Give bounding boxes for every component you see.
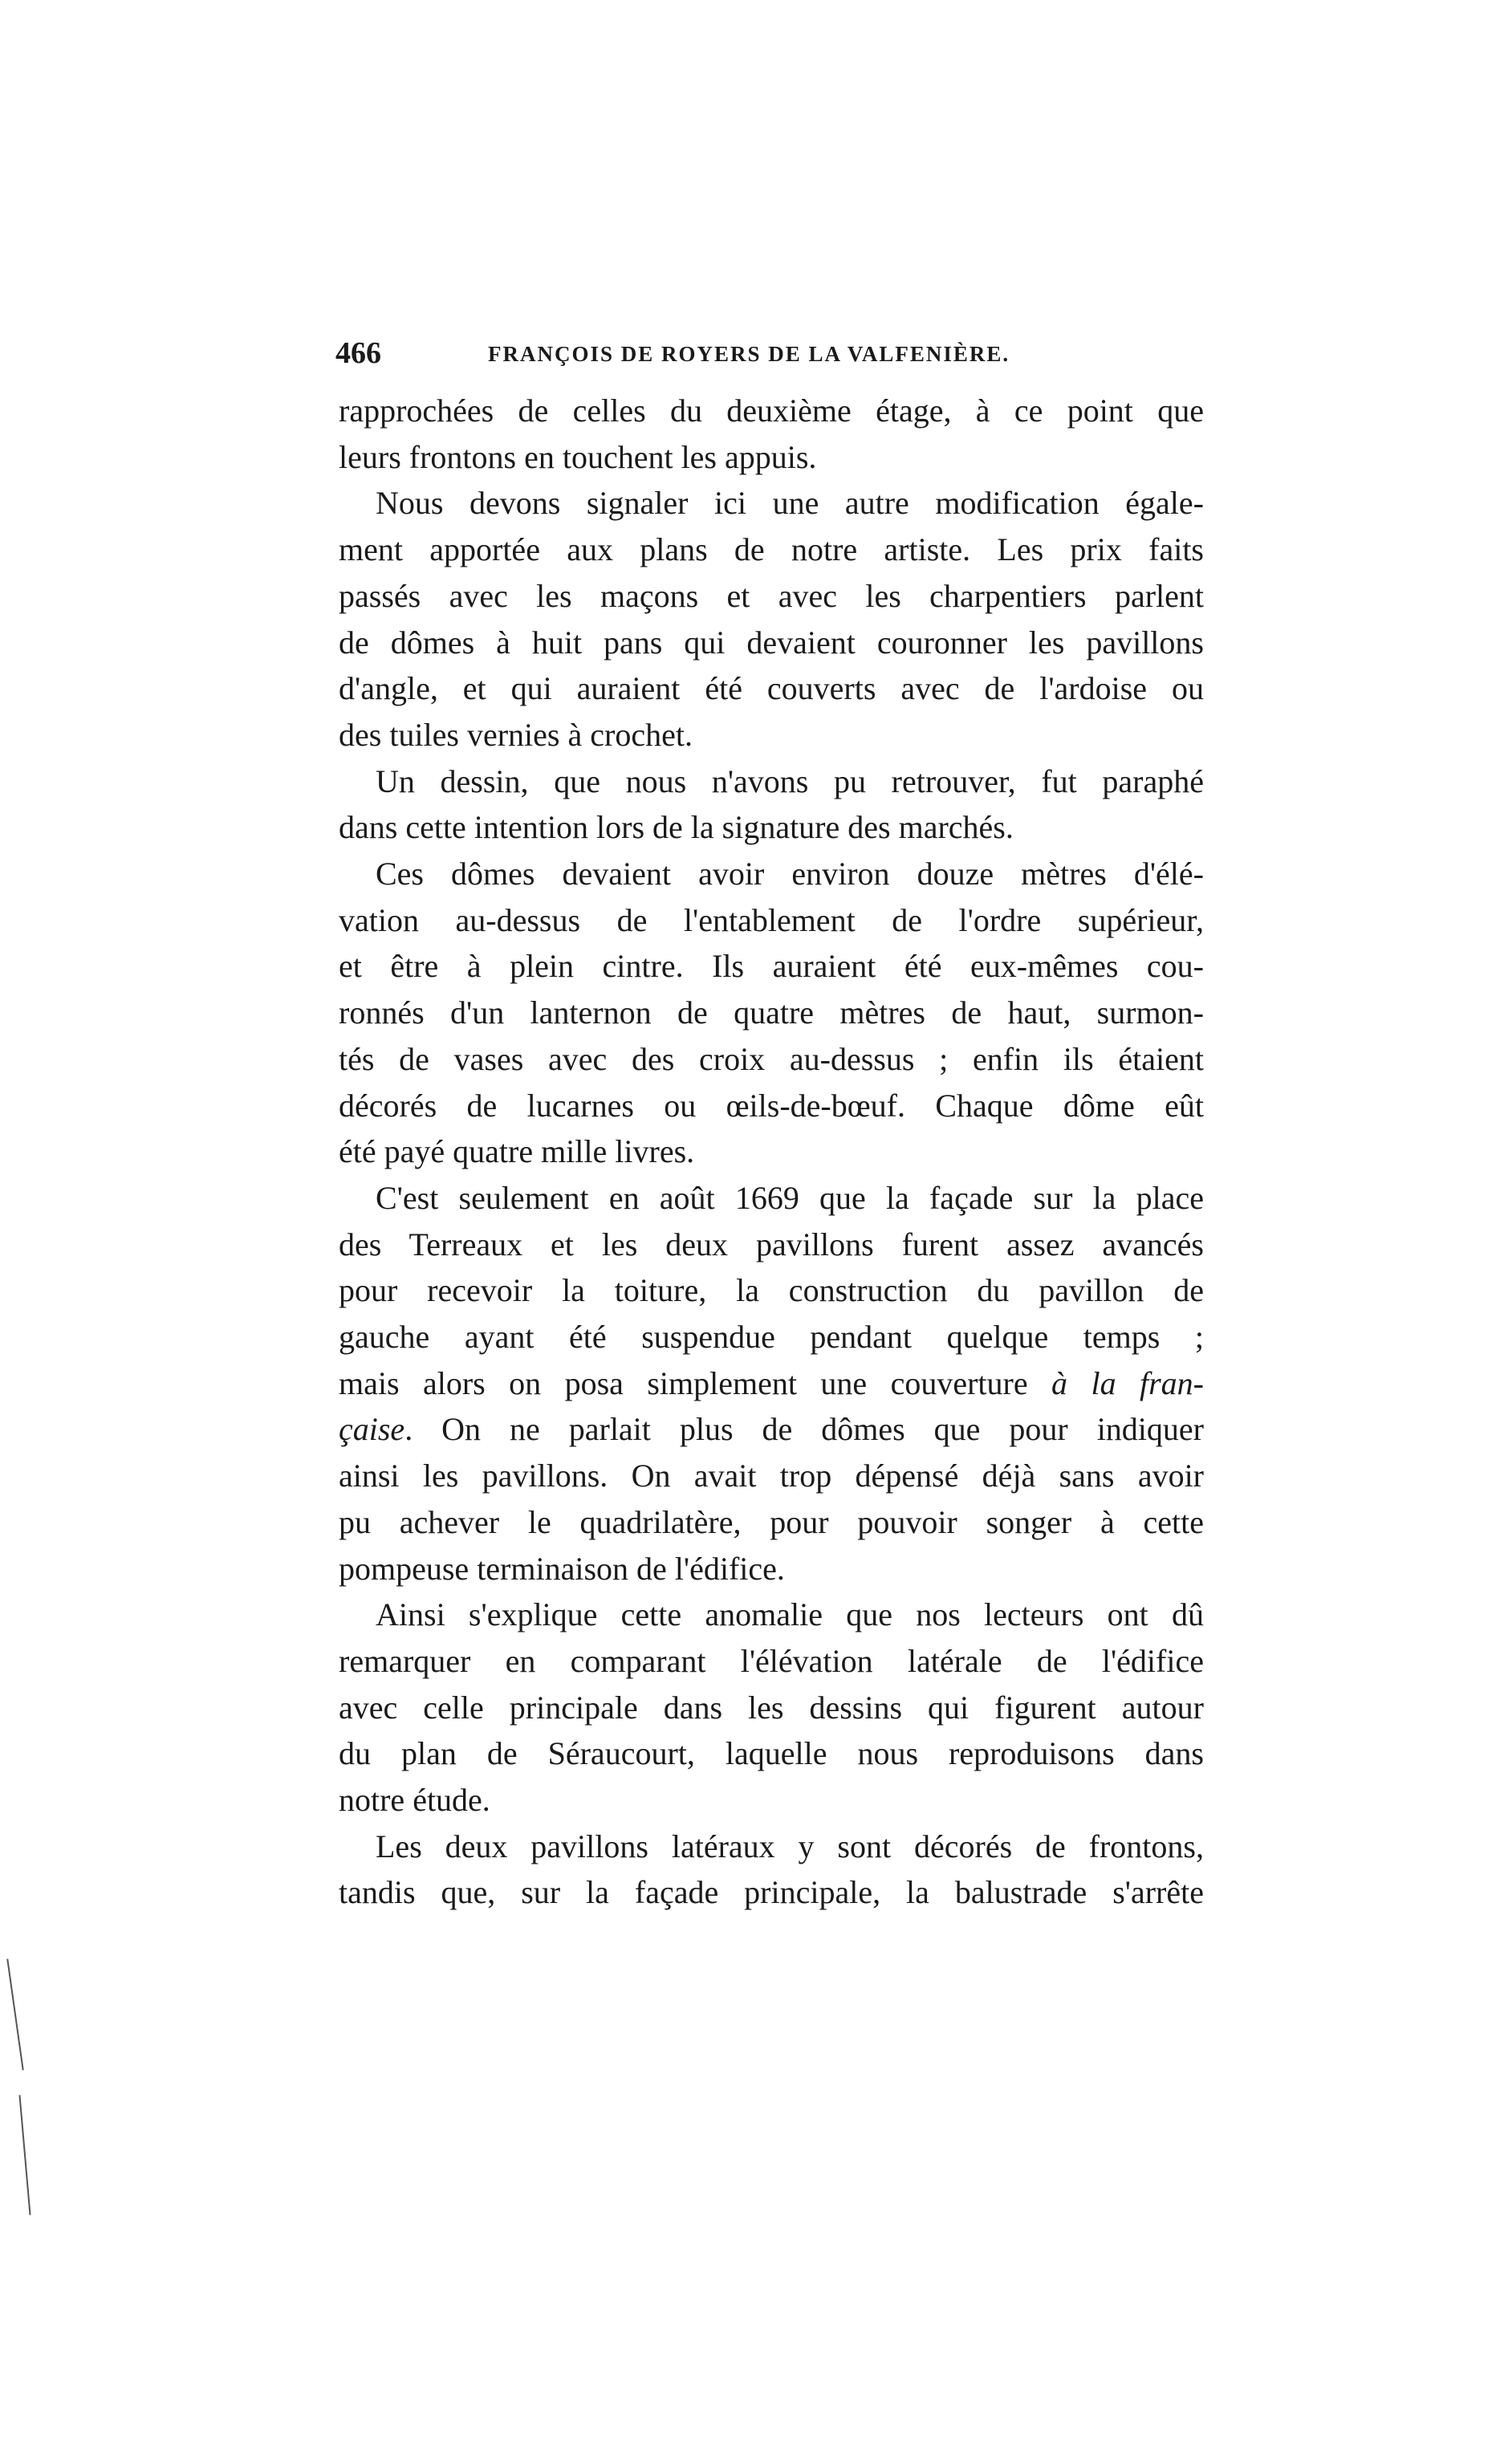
text-line xyxy=(339,1641,1204,1681)
text-line xyxy=(339,1409,1204,1450)
text-segment: mais alors on posa simplement une couverture xyxy=(339,1364,1052,1401)
text-segment: remarquer en comparant l'élévation latérale de l'édifice xyxy=(339,1642,1204,1679)
text-segment: Nous devons signaler ici une autre modification égale- xyxy=(376,485,1204,522)
text-segment: vation au-dessus de l'entablement de l'ordre supérieur, xyxy=(339,901,1204,938)
text-segment: du plan de Séraucourt, laquelle nous reproduisons dans xyxy=(339,1735,1204,1772)
text-segment: tandis que, sur la façade principale, la balustrade s'arrête xyxy=(339,1874,1204,1911)
text-line xyxy=(339,993,1204,1033)
text-segment: Les deux pavillons latéraux y sont décorés de frontons, xyxy=(376,1828,1204,1864)
text-line xyxy=(376,854,1204,894)
text-line xyxy=(376,483,1204,523)
page-number: 466 xyxy=(335,336,381,370)
text-segment: gauche ayant été suspendue pendant quelque temps ; xyxy=(339,1319,1204,1355)
text-line xyxy=(339,576,1204,616)
text-segment: pu achever le quadrilatère, pour pouvoir songer à cette xyxy=(339,1503,1204,1540)
text-line xyxy=(339,1364,1204,1404)
text-line xyxy=(339,1271,1204,1311)
text-segment: de dômes à huit pans qui devaient couronner les pavillons xyxy=(339,624,1204,661)
text-segment: rapprochées de celles du deuxième étage, à ce point que xyxy=(339,392,1204,429)
text-line xyxy=(339,669,1204,709)
text-line xyxy=(339,1502,1204,1543)
text-segment: pour recevoir la toiture, la construction du pavillon de xyxy=(339,1272,1204,1309)
text-segment: Ainsi s'explique cette anomalie que nos lecteurs ont dû xyxy=(376,1596,1204,1633)
text-segment: des Terreaux et les deux pavillons furent assez avancés xyxy=(339,1226,1204,1262)
text-line xyxy=(339,1039,1204,1080)
text-segment: leurs frontons en touchent les appuis. xyxy=(339,438,817,475)
text-segment: . On ne parlait plus de dômes que pour indiquer xyxy=(404,1411,1204,1448)
text-line xyxy=(339,1086,1204,1126)
text-line xyxy=(339,623,1204,663)
text-line xyxy=(376,1827,1204,1867)
text-segment: dans cette intention lors de la signature des marchés. xyxy=(339,809,1014,846)
text-segment: à la fran- xyxy=(1051,1364,1204,1401)
text-line xyxy=(339,1780,1204,1820)
text-segment: notre étude. xyxy=(339,1782,490,1818)
text-line xyxy=(339,1317,1204,1357)
text-segment: Un dessin, que nous n'avons pu retrouver, fut paraphé xyxy=(376,762,1204,799)
text-segment: ainsi les pavillons. On avait trop dépensé déjà sans avoir xyxy=(339,1458,1204,1494)
text-line xyxy=(339,946,1204,986)
text-line xyxy=(376,1595,1204,1635)
text-segment: passés avec les maçons et avec les charpentiers parlent xyxy=(339,577,1204,614)
text-line xyxy=(339,1734,1204,1774)
text-line xyxy=(339,391,1204,431)
text-segment: C'est seulement en août 1669 que la façade sur la place xyxy=(376,1179,1204,1216)
text-line xyxy=(339,530,1204,570)
text-segment: tés de vases avec des croix au-dessus ; enfin ils étaient xyxy=(339,1040,1204,1077)
text-line xyxy=(339,807,1204,848)
text-segment: d'angle, et qui auraient été couverts avec de l'ardoise ou xyxy=(339,670,1204,707)
scan-edge-mark xyxy=(6,1959,23,2071)
text-segment: ronnés d'un lanternon de quatre mètres de haut, surmon- xyxy=(339,994,1204,1031)
text-segment: çaise xyxy=(339,1411,405,1448)
text-line xyxy=(376,762,1204,802)
text-line xyxy=(339,1132,1204,1172)
text-segment: décorés de lucarnes ou œils-de-bœuf. Chaque dôme eût xyxy=(339,1087,1204,1124)
text-segment: Ces dômes devaient avoir environ douze mètres d'élé- xyxy=(376,856,1204,892)
text-line xyxy=(339,437,1204,478)
text-segment: pompeuse terminaison de l'édifice. xyxy=(339,1550,785,1587)
text-line xyxy=(339,901,1204,941)
text-line xyxy=(339,1688,1204,1728)
text-line xyxy=(339,1549,1204,1589)
text-segment: avec celle principale dans les dessins qui figurent autour xyxy=(339,1689,1204,1726)
text-segment: été payé quatre mille livres. xyxy=(339,1133,695,1170)
text-line xyxy=(339,1872,1204,1913)
text-segment: et être à plein cintre. Ils auraient été eux-mêmes cou- xyxy=(339,948,1204,985)
page-header xyxy=(335,335,1206,376)
text-line xyxy=(339,715,1204,755)
text-line xyxy=(339,1456,1204,1496)
running-title: FRANÇOIS DE ROYERS DE LA VALFENIÈRE. xyxy=(488,342,1010,366)
scan-edge-mark xyxy=(18,2095,30,2215)
text-segment: des tuiles vernies à crochet. xyxy=(339,716,693,753)
text-segment: ment apportée aux plans de notre artiste. Les prix faits xyxy=(339,531,1204,568)
text-line xyxy=(339,1225,1204,1265)
text-line xyxy=(376,1178,1204,1218)
